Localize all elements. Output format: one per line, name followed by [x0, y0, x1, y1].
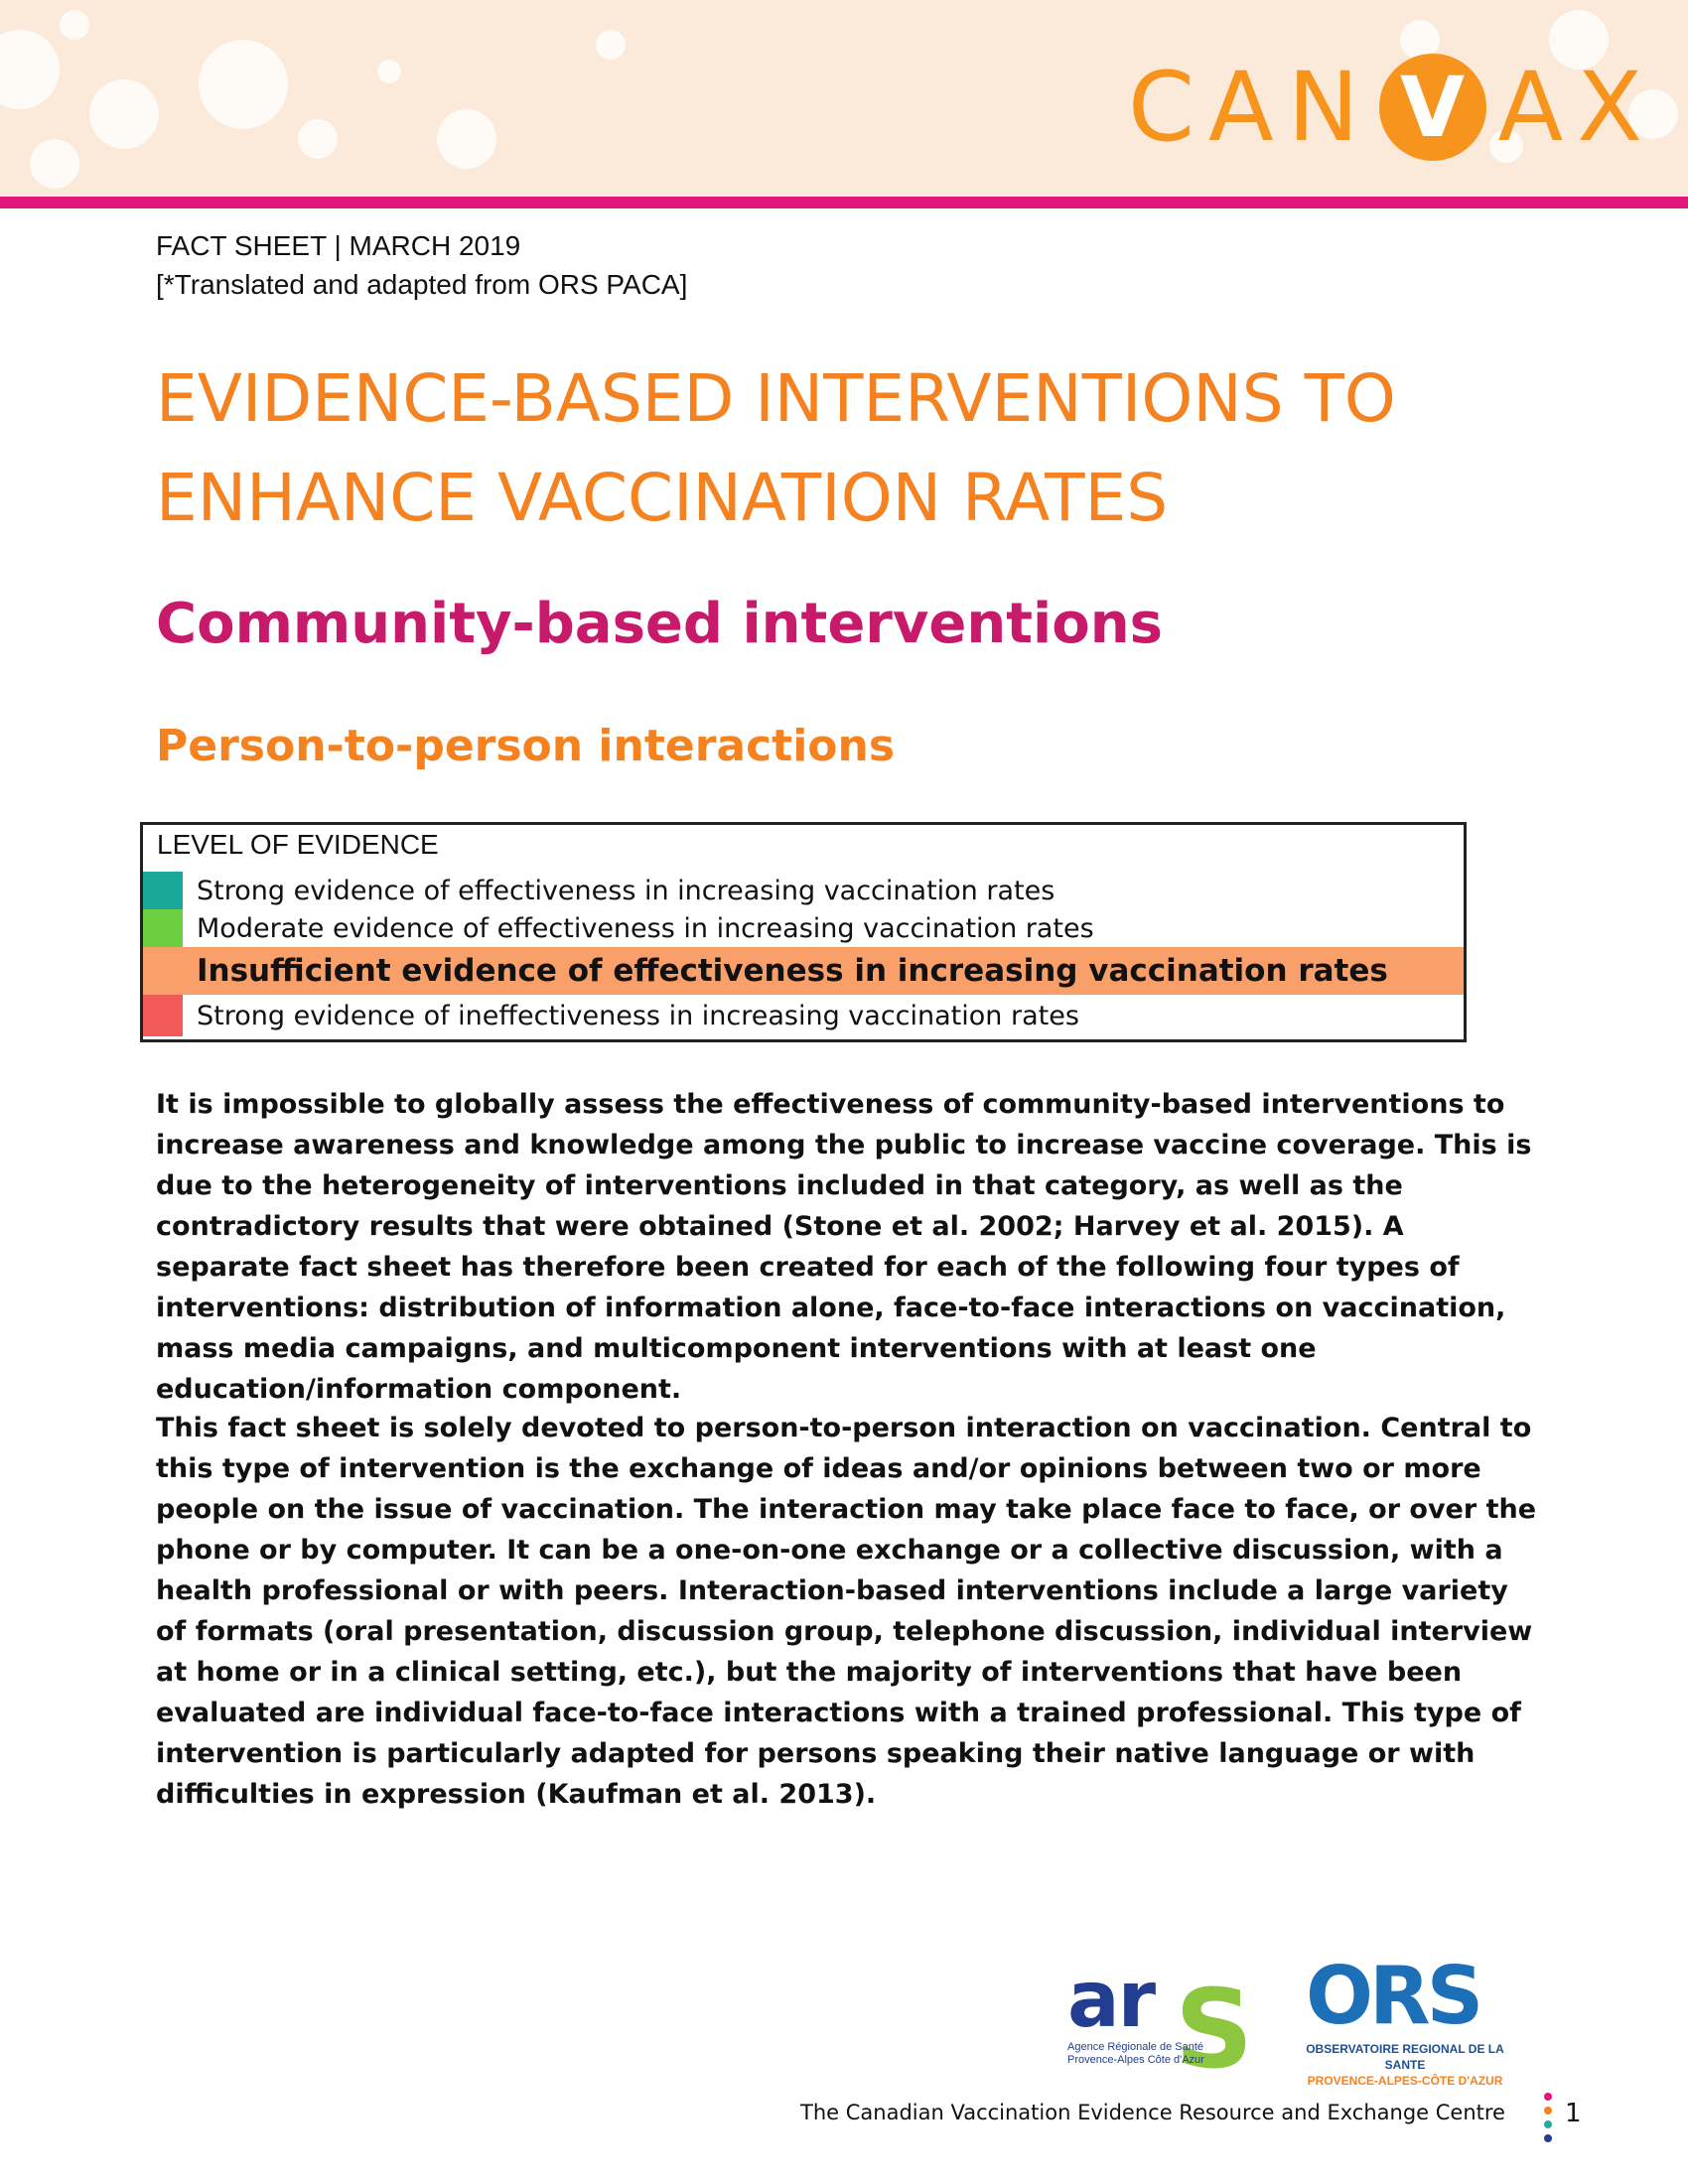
evidence-label: Strong evidence of ineffectiveness in increasing vaccination rates — [197, 1000, 1079, 1031]
evidence-label: Strong evidence of effectiveness in increasing vaccination rates — [197, 875, 1055, 906]
decorative-bubble — [596, 30, 626, 60]
ars-logo-s: S — [1175, 1966, 1254, 2093]
decorative-bubble — [199, 40, 288, 129]
evidence-heading: LEVEL OF EVIDENCE — [157, 829, 439, 860]
page-number: 1 — [1565, 2099, 1582, 2128]
description-paragraph: This fact sheet is solely devoted to person-to-person interaction on vaccination. Central to this type of intervention is the exchange of ideas and/or opinions between two or more people on the issue of vaccination. The interaction may take place face to face, or over the phone or by computer. It can be a one-on-one exchange or a collective discussion, with a health professional or with peers. Interaction-based interventions include a large variety of formats (oral presentation, discussion group, telephone discussion, individual interview at home or in a clinical setting, etc.), but the majority of interventions that have been evaluated are individual face-to-face interactions with a trained professional. This type of intervention is particularly adapted for persons speaking their native language or with difficulties in expression (Kaufman et al. 2013). — [156, 1413, 1537, 1810]
translation-note: [*Translated and adapted from ORS PACA] — [156, 269, 688, 300]
evidence-level-moderate — [143, 909, 1464, 947]
evidence-label: Moderate evidence of effectiveness in increasing vaccination rates — [197, 912, 1094, 944]
logo-suffix: AX — [1497, 52, 1656, 163]
decorative-bubble — [60, 10, 89, 40]
decorative-bubble — [0, 30, 60, 109]
evidence-swatch — [143, 909, 183, 947]
header-divider — [0, 197, 1688, 208]
canvax-logo — [1128, 48, 1656, 167]
header-banner — [0, 0, 1688, 197]
document-meta — [156, 226, 687, 304]
ars-caption: Agence Régionale de Santé Provence-Alpes Côte d'Azur — [1067, 2041, 1204, 2066]
title-line-1: EVIDENCE-BASED INTERVENTIONS TO — [156, 360, 1396, 437]
page-title — [156, 349, 1526, 548]
decorative-bubble — [377, 60, 401, 83]
logo-v-circle: V — [1379, 54, 1486, 161]
evidence-swatch — [143, 995, 183, 1036]
section-heading: Community-based interventions — [156, 592, 1163, 656]
evidence-level-ineffective — [143, 995, 1464, 1036]
decorative-bubble — [437, 109, 496, 169]
title-line-2: ENHANCE VACCINATION RATES — [156, 460, 1169, 536]
ors-logo-word: ORS — [1306, 1950, 1480, 2042]
ors-caption-line-1: OBSERVATOIRE REGIONAL DE LA SANTE — [1306, 2042, 1504, 2072]
logo-prefix: CAN — [1128, 52, 1373, 163]
ors-logo — [1306, 1950, 1504, 2095]
ors-caption — [1306, 2041, 1504, 2089]
evidence-label-selected: Insufficient evidence of effectiveness in increasing vaccination rates — [197, 953, 1388, 989]
ars-logo — [1067, 1956, 1256, 2095]
intro-paragraph: It is impossible to globally assess the effectiveness of community-based interventions to increase awareness and knowledge among the public to increase vaccine coverage. This is due to the heterogeneity of interventions included in that category, as well as the contradictory results that were obtained (Stone et al. 2002; Harvey et al. 2015). A separate fact sheet has therefore been created for each of the following four types of interventions: distribution of information alone, face-to-face interactions on vaccination, mass media campaigns, and multicomponent interventions with at least one education/information component. — [156, 1089, 1532, 1405]
ors-caption-line-2: PROVENCE-ALPES-CÔTE D'AZUR — [1307, 2074, 1503, 2088]
decorative-bubble — [298, 119, 338, 159]
decorative-bubble — [30, 139, 79, 189]
decorative-bubble — [89, 79, 159, 149]
ars-logo-word: ar — [1067, 1956, 1155, 2045]
evidence-level-insufficient — [143, 947, 1464, 995]
evidence-swatch — [143, 872, 183, 909]
subsection-heading: Person-to-person interactions — [156, 721, 896, 771]
footer-organization: The Canadian Vaccination Evidence Resource and Exchange Centre — [800, 2101, 1505, 2124]
level-of-evidence-box — [140, 822, 1467, 1042]
evidence-swatch — [143, 947, 183, 995]
fact-sheet-date: FACT SHEET | MARCH 2019 — [156, 230, 521, 261]
partner-logos — [1067, 1950, 1504, 2095]
footer-dots-icon — [1544, 2093, 1554, 2148]
evidence-level-strong — [143, 872, 1464, 909]
